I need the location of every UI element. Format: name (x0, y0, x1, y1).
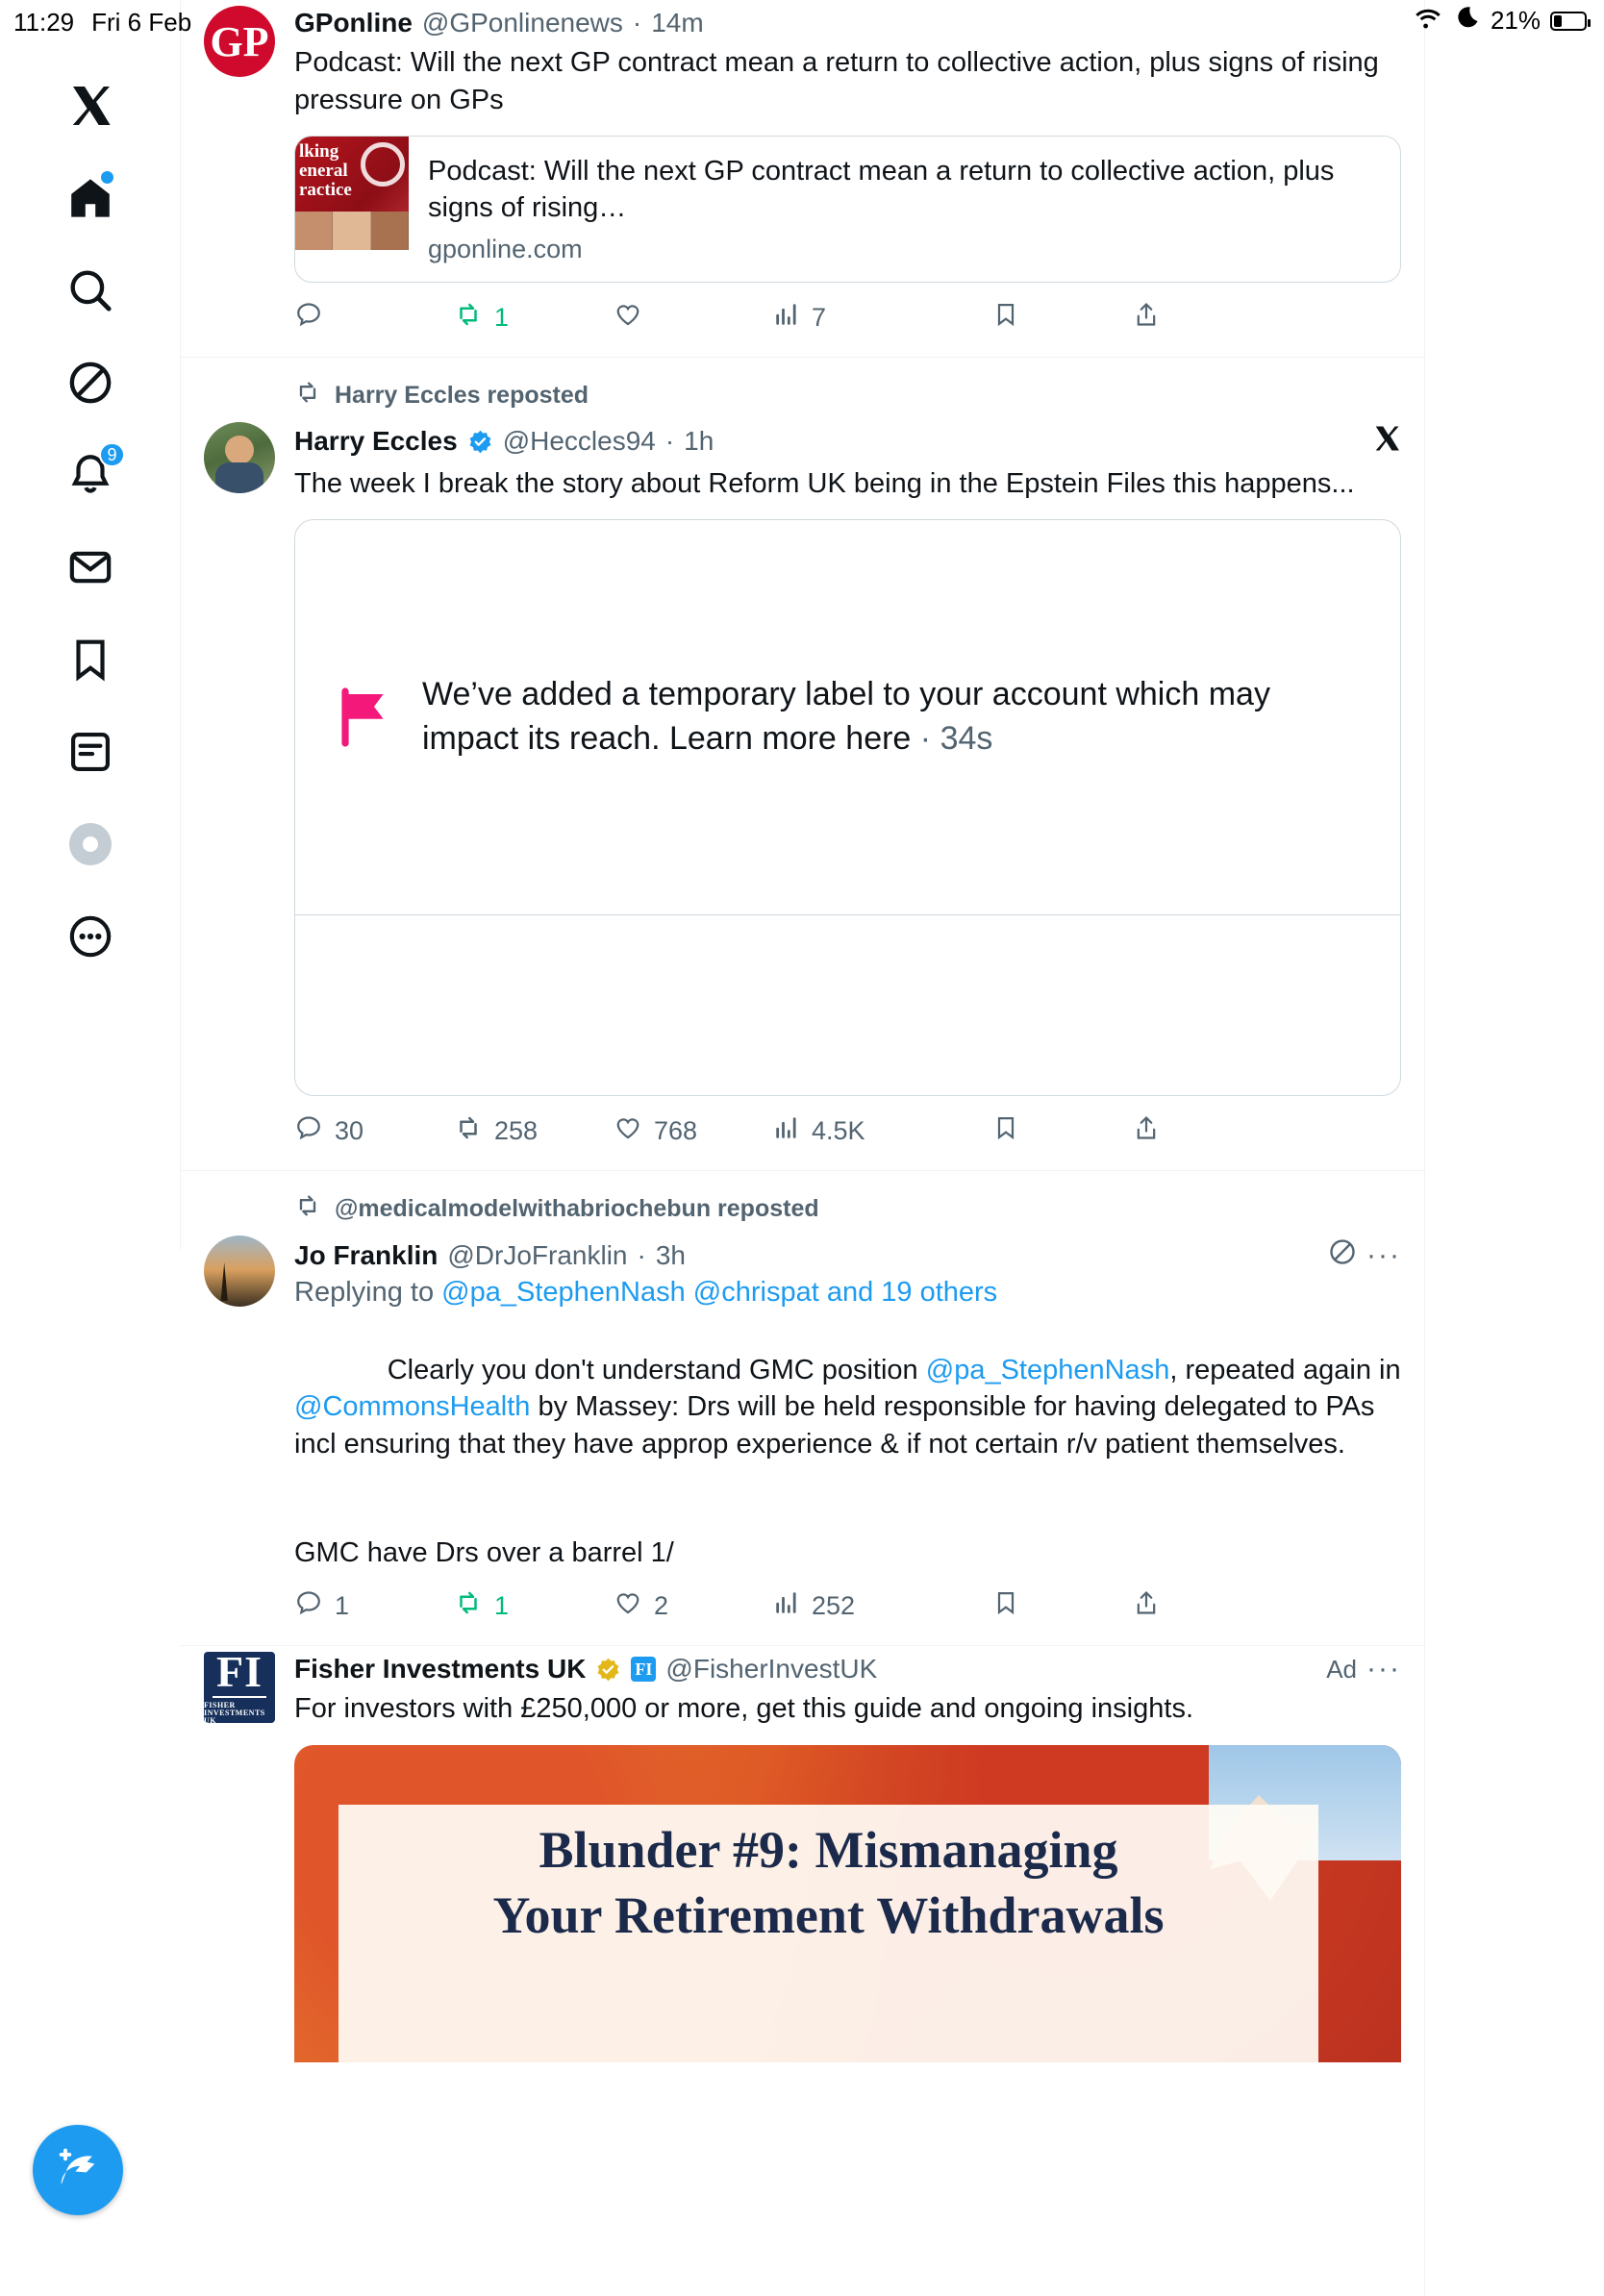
status-bar (0, 0, 1604, 44)
views-icon (773, 301, 800, 335)
repost-icon (454, 300, 483, 336)
replying-suffix[interactable]: and 19 others (818, 1277, 998, 1309)
share-icon (1133, 1114, 1160, 1148)
repost-context-label: @medicalmodelwithabriochebun reposted (335, 1195, 819, 1223)
repost-button[interactable] (454, 1588, 614, 1624)
replying-mentions[interactable]: @pa_StephenNash @chrispat (441, 1277, 819, 1309)
views-button[interactable] (773, 1589, 933, 1623)
heart-icon (614, 1113, 642, 1149)
ad-line1-prefix: Blunder (539, 1821, 734, 1879)
views-button[interactable] (773, 301, 933, 335)
avatar[interactable] (204, 1235, 275, 1307)
text-part-4: by Massey: Drs will be held responsible for having delegated to PAs incl ensuring that they have approp experience & if not certain r/v patient themselves. (294, 1391, 1383, 1460)
home-unread-dot (101, 171, 113, 184)
views-icon (773, 1114, 800, 1148)
author-name[interactable]: GPonline (294, 8, 413, 37)
bookmark-icon (992, 1589, 1019, 1623)
like-button[interactable] (614, 1113, 773, 1149)
search-icon (66, 266, 114, 314)
like-count: 2 (654, 1591, 669, 1621)
ad-line1-suffix: : Mismanaging (785, 1821, 1118, 1879)
views-button[interactable] (773, 1114, 933, 1148)
post-harry-eccles[interactable] (181, 358, 1424, 1172)
avatar[interactable] (204, 422, 275, 493)
battery-percent: 21% (1490, 6, 1541, 35)
post-gponline[interactable] (181, 0, 1424, 358)
grok-icon (66, 359, 114, 407)
x-logo-icon (67, 83, 113, 129)
mention-pa-stephennash[interactable]: @pa_StephenNash (925, 1354, 1170, 1385)
notice-message: We’ve added a temporary label to your account which may impact its reach. Learn more here (422, 676, 1270, 758)
thumb-line-3: ractice (299, 180, 352, 201)
reply-count: 30 (335, 1116, 364, 1146)
bookmark-button[interactable] (992, 1589, 1019, 1623)
avatar-col (204, 0, 294, 357)
ad-image[interactable] (294, 1745, 1401, 2062)
text-part-2: , repeated again in (1169, 1354, 1409, 1385)
replying-to-line (294, 1277, 1401, 1309)
compose-post-button[interactable] (33, 2125, 123, 2215)
reply-button[interactable] (294, 1588, 454, 1624)
ad-line2: Your Retirement Withdrawals (492, 1886, 1165, 1944)
views-icon (773, 1589, 800, 1623)
post-text (294, 1314, 1409, 1500)
link-card-thumbnail (295, 137, 409, 250)
more-dots-icon[interactable]: ··· (1366, 1653, 1401, 1685)
heart-icon (614, 1588, 642, 1624)
account-label-notice-card[interactable] (294, 519, 1401, 1096)
thumb-line-1: lking (299, 141, 339, 162)
more-circle-icon (66, 912, 114, 961)
repost-icon (294, 379, 321, 412)
avatar (69, 823, 112, 865)
author-handle[interactable]: @FisherInvestUK (665, 1654, 878, 1685)
reply-icon (294, 300, 323, 336)
post-text: The week I break the story about Reform UK being in the Epstein Files this happens... (294, 467, 1355, 499)
notice-card-media (295, 914, 1400, 1095)
avatar-monogram: FI (213, 1652, 266, 1698)
action-bar (294, 1571, 1401, 1645)
ad-line1-hash: #9 (733, 1821, 786, 1879)
sidebar-item-explore[interactable] (44, 244, 137, 337)
timestamp: 3h (655, 1239, 686, 1270)
separator-dot: · (637, 1239, 646, 1270)
avatar-col (204, 1646, 294, 2062)
sidebar-item-x-logo[interactable] (44, 60, 137, 152)
sidebar-item-home[interactable] (44, 152, 137, 244)
share-button[interactable] (1133, 1589, 1160, 1623)
x-icon[interactable] (1372, 424, 1401, 460)
notice-time: 34s (940, 720, 993, 758)
heart-icon (614, 300, 642, 336)
repost-count: 258 (494, 1116, 539, 1146)
avatar[interactable]: FI FISHER INVESTMENTS UK (204, 1652, 275, 1723)
bookmark-button[interactable] (992, 1114, 1019, 1148)
author-name[interactable]: Fisher Investments UK (294, 1654, 587, 1685)
affiliate-badge-icon[interactable]: FI (631, 1657, 656, 1682)
repost-icon (454, 1113, 483, 1149)
reply-icon (294, 1588, 323, 1624)
sidebar-item-grok[interactable] (44, 337, 137, 429)
repost-icon (454, 1588, 483, 1624)
timestamp: 1h (684, 426, 714, 456)
repost-context[interactable] (204, 1171, 1401, 1230)
text-part-0: Clearly you don't understand GMC position (387, 1354, 926, 1385)
sidebar-item-bookmarks[interactable] (44, 613, 137, 706)
avatar-col (204, 416, 294, 1171)
sidebar-item-notifications[interactable] (44, 429, 137, 521)
thumb-line-2: eneral (299, 161, 348, 182)
replying-prefix: Replying to (294, 1277, 442, 1309)
ad-label: Ad (1326, 1654, 1358, 1684)
podcast-ring-icon (361, 142, 405, 187)
post-text: For investors with £250,000 or more, get this guide and ongoing insights. (294, 1693, 1193, 1725)
separator-dot: · (664, 426, 675, 456)
author-name[interactable]: Jo Franklin (294, 1239, 439, 1270)
repost-context[interactable] (204, 358, 1401, 416)
timestamp: 14m (651, 8, 704, 37)
repost-count: 1 (494, 302, 510, 332)
bookmark-button[interactable] (992, 301, 1019, 335)
post-jo-franklin[interactable] (181, 1171, 1424, 1646)
date: Fri 6 Feb (91, 7, 192, 37)
lists-icon (66, 728, 114, 776)
like-button[interactable] (614, 300, 773, 336)
sidebar (0, 0, 181, 1250)
action-bar (294, 1096, 1401, 1170)
author-handle[interactable]: @Heccles94 (502, 426, 656, 456)
avatar[interactable]: GP (204, 6, 275, 77)
notice-dot: · (919, 720, 932, 758)
sidebar-item-profile[interactable] (44, 798, 137, 890)
compose-icon (53, 2143, 103, 2198)
crescent-moon-icon (1454, 4, 1481, 37)
mention-commonshealth[interactable]: @CommonsHealth (294, 1391, 531, 1423)
post-text: Podcast: Will the next GP contract mean a return to collective action, plus signs of rising pressure on GPs (294, 47, 1387, 115)
wifi-icon (1412, 5, 1444, 37)
grok-icon[interactable] (1328, 1237, 1357, 1273)
notice-text (422, 673, 1367, 761)
share-button[interactable] (1133, 301, 1160, 335)
sidebar-item-messages[interactable] (44, 521, 137, 613)
post-header (294, 424, 1401, 460)
bookmark-icon (992, 1114, 1019, 1148)
status-bar-left (0, 8, 191, 37)
share-icon (1133, 1589, 1160, 1623)
more-dots-icon[interactable]: ··· (1366, 1238, 1401, 1271)
views-count: 252 (812, 1591, 856, 1621)
timeline[interactable] (181, 0, 1425, 2296)
reply-button[interactable] (294, 1113, 454, 1149)
repost-context-label: Harry Eccles reposted (335, 381, 589, 409)
repost-count: 1 (494, 1591, 510, 1621)
thumb-faces (295, 212, 409, 250)
views-count: 7 (812, 302, 827, 332)
post-header (294, 1654, 1401, 1685)
repost-icon (294, 1192, 321, 1226)
pink-flag-icon (328, 683, 397, 752)
battery-icon (1550, 12, 1587, 31)
ad-banner (338, 1805, 1318, 2062)
avatar-col (204, 1230, 294, 1645)
share-button[interactable] (1133, 1114, 1160, 1148)
action-bar (294, 283, 1401, 357)
envelope-icon (66, 543, 114, 591)
repost-button[interactable] (454, 1113, 614, 1149)
reply-icon (294, 1113, 323, 1149)
bookmark-icon (992, 301, 1019, 335)
repost-button[interactable] (454, 300, 614, 336)
post-fisher-investments-ad[interactable] (181, 1646, 1424, 2062)
status-bar-right (1412, 4, 1587, 37)
notifications-badge: 9 (99, 442, 124, 467)
reply-button[interactable] (294, 300, 454, 336)
author-handle[interactable]: @DrJoFranklin (447, 1239, 628, 1270)
sidebar-item-more[interactable] (44, 890, 137, 983)
author-handle[interactable]: @GPonlinenews (421, 8, 623, 37)
gold-verified-icon (595, 1657, 621, 1683)
verified-badge-icon (467, 429, 493, 455)
post-text-tail: GMC have Drs over a barrel 1/ (294, 1536, 674, 1568)
clock: 11:29 (13, 7, 75, 37)
link-card[interactable] (294, 136, 1401, 282)
separator-dot: · (632, 8, 642, 37)
views-count: 4.5K (812, 1116, 865, 1146)
post-header (294, 1237, 1401, 1273)
reply-count: 1 (335, 1591, 350, 1621)
like-button[interactable] (614, 1588, 773, 1624)
like-count: 768 (654, 1116, 698, 1146)
link-card-title: Podcast: Will the next GP contract mean a return to collective action, plus signs of rising… (428, 156, 1335, 223)
author-name[interactable]: Harry Eccles (294, 426, 458, 456)
share-icon (1133, 301, 1160, 335)
bookmark-icon (66, 636, 114, 684)
link-card-domain: gponline.com (428, 234, 583, 263)
sidebar-item-lists[interactable] (44, 706, 137, 798)
